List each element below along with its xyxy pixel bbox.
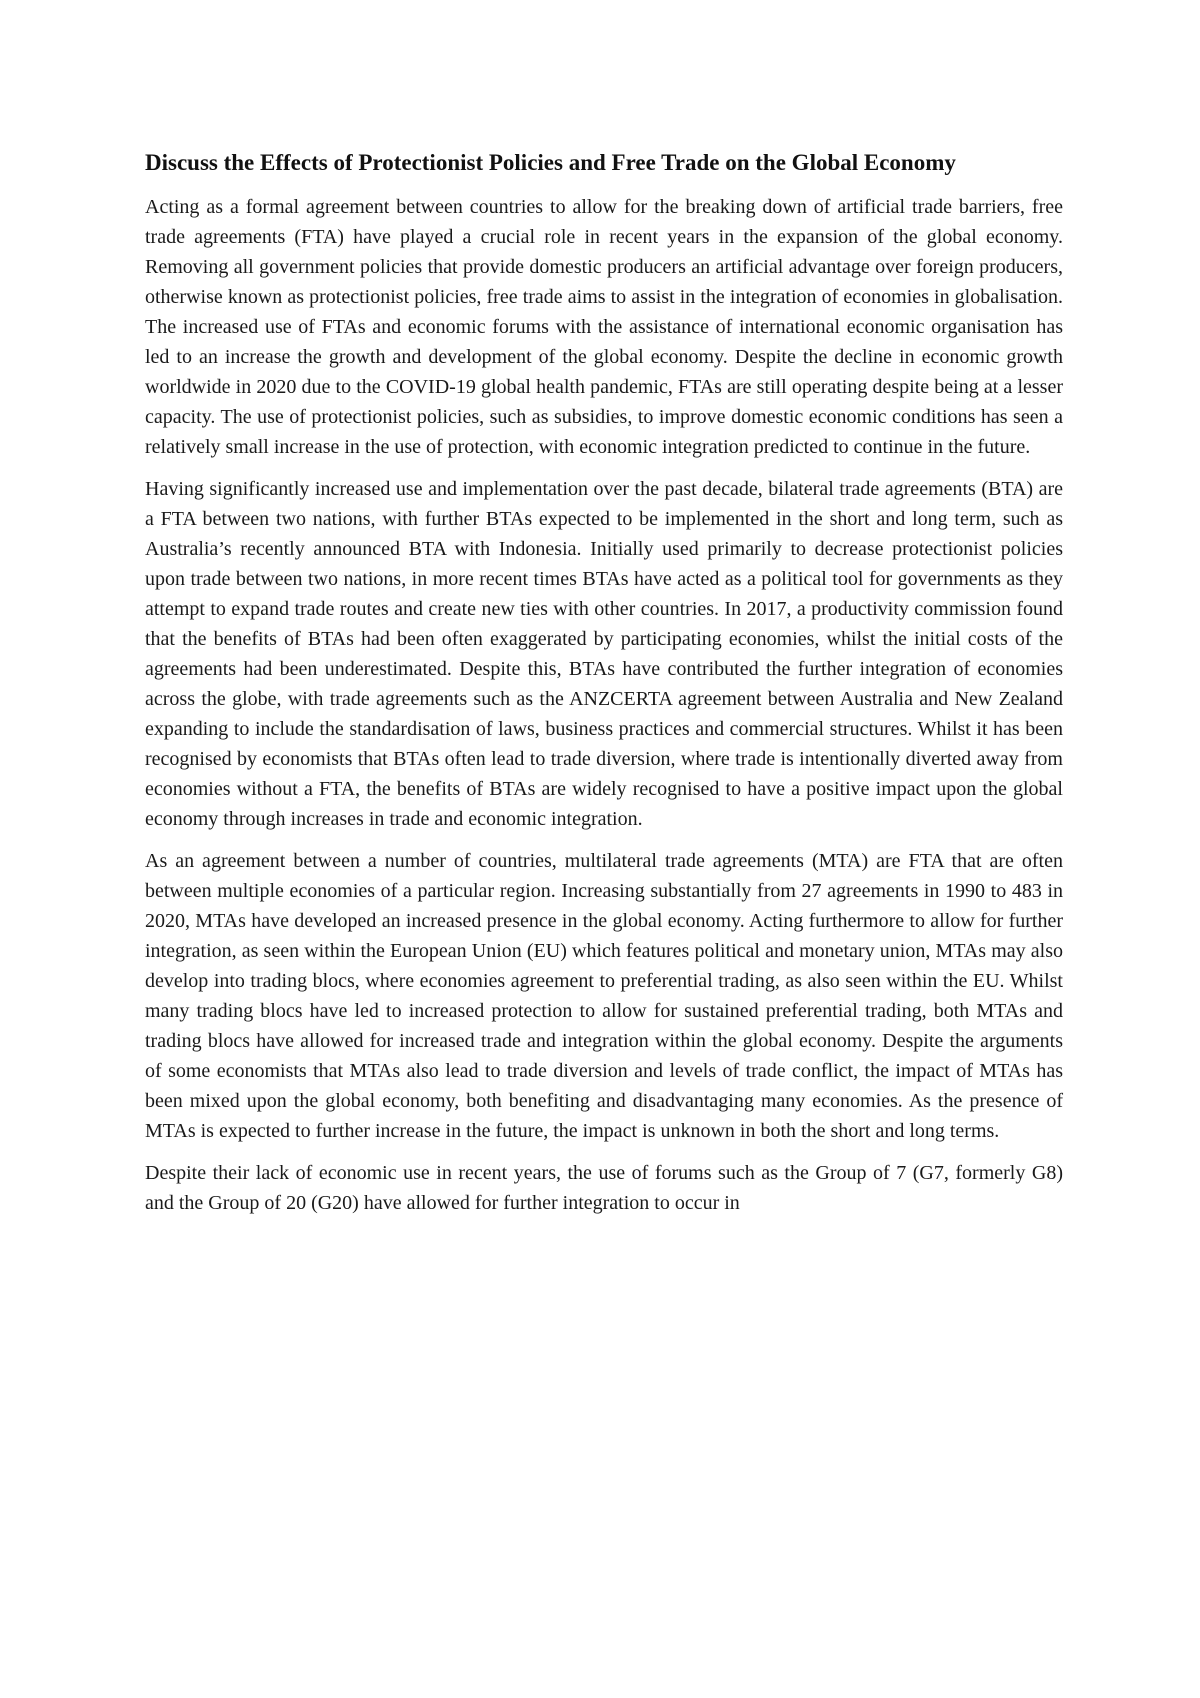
paragraph-bilateral-trade-agreements: Having significantly increased use and implementation over the past decade, bilateral trade agreements (BTA) are a FTA between two nations, with further BTAs expected to be implemented in the short and long term, such as Australia’s recently announced BTA with Indonesia. Initially used primarily to decrease protectionist policies upon trade between two nations, in more recent times BTAs have acted as a political tool for governments as they attempt to expand trade routes and create new ties with other countries. In 2017, a productivity commission found that the benefits of BTAs had been often exaggerated by participating economies, whilst the initial costs of the agreements had been underestimated. Despite this, BTAs have contributed the further integration of economies across the globe, with trade agreements such as the ANZCERTA agreement between Australia and New Zealand expanding to include the standardisation of laws, business practices and commercial structures. Whilst it has been recognised by economists that BTAs often lead to trade diversion, where trade is intentionally diverted away from economies without a FTA, the benefits of BTAs are widely recognised to have a positive impact upon the global economy through increases in trade and economic integration. (145, 478, 1063, 830)
paragraph-economic-forums: Despite their lack of economic use in recent years, the use of forums such as the Group of 7 (G7, formerly G8) and the Group of 20 (G20) have allowed for further integration to occur in (145, 1162, 1063, 1214)
paragraph-multilateral-trade-agreements: As an agreement between a number of countries, multilateral trade agreements (MTA) are FTA that are often between multiple economies of a particular region. Increasing substantially from 27 agreements in 1990 to 483 in 2020, MTAs have developed an increased presence in the global economy. Acting furthermore to allow for further integration, as seen within the European Union (EU) which features political and monetary union, MTAs may also develop into trading blocs, where economies agreement to preferential trading, as also seen within the EU. Whilst many trading blocs have led to increased protection to allow for sustained preferential trading, both MTAs and trading blocs have allowed for increased trade and integration within the global economy. Despite the arguments of some economists that MTAs also lead to trade diversion and levels of trade conflict, the impact of MTAs has been mixed upon the global economy, both benefiting and disadvantaging many economies. As the presence of MTAs is expected to further increase in the future, the impact is unknown in both the short and long terms. (145, 850, 1063, 1142)
document-title: Discuss the Effects of Protectionist Policies and Free Trade on the Global Economy (145, 150, 956, 175)
paragraph-intro: Acting as a formal agreement between countries to allow for the breaking down of artificial trade barriers, free trade agreements (FTA) have played a crucial role in recent years in the expansion of the global economy. Removing all government policies that provide domestic producers an artificial advantage over foreign producers, otherwise known as protectionist policies, free trade aims to assist in the integration of economies in globalisation. The increased use of FTAs and economic forums with the assistance of international economic organisation has led to an increase the growth and development of the global economy. Despite the decline in economic growth worldwide in 2020 due to the COVID-19 global health pandemic, FTAs are still operating despite being at a lesser capacity. The use of protectionist policies, such as subsidies, to improve domestic economic conditions has seen a relatively small increase in the use of protection, with economic integration predicted to continue in the future. (145, 196, 1063, 458)
document-body (145, 146, 1063, 1230)
